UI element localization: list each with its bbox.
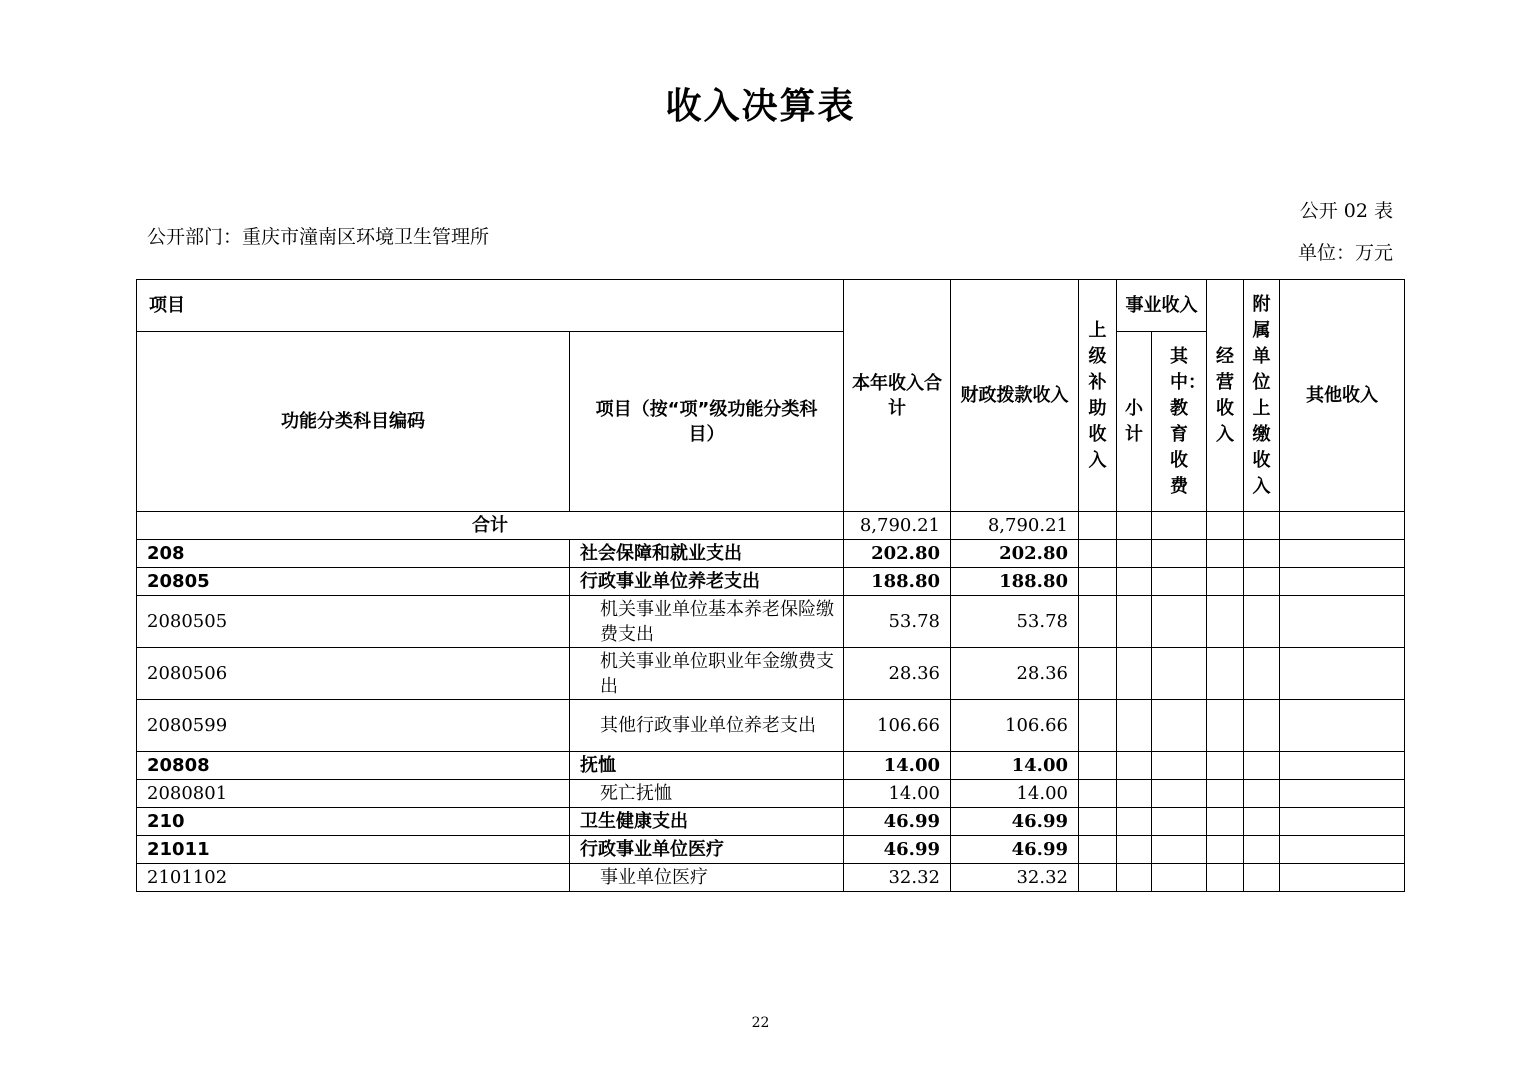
- row-fiscal: 32.32: [951, 864, 1079, 892]
- empty-cell: [1280, 808, 1405, 836]
- empty-cell: [1244, 752, 1280, 780]
- table-row: [137, 648, 1405, 700]
- empty-cell: [1079, 836, 1117, 864]
- empty-cell: [1079, 648, 1117, 700]
- row-code: 2080505: [137, 596, 570, 648]
- empty-cell: [1117, 752, 1152, 780]
- row-code: 2101102: [137, 864, 570, 892]
- header-fiscal: 财政拨款收入: [951, 280, 1079, 512]
- empty-cell: [1244, 648, 1280, 700]
- empty-cell: [1117, 648, 1152, 700]
- row-fiscal: 106.66: [951, 700, 1079, 752]
- empty-cell: [1207, 808, 1244, 836]
- empty-cell: [1152, 540, 1207, 568]
- empty-cell: [1117, 836, 1152, 864]
- total-label: 合计: [137, 512, 844, 540]
- row-total: 202.80: [844, 540, 951, 568]
- empty-cell: [1244, 808, 1280, 836]
- table-row: [137, 596, 1405, 648]
- form-number: 公开 02 表: [1299, 200, 1393, 222]
- empty-cell: [1244, 568, 1280, 596]
- total-row: [137, 512, 1405, 540]
- empty-cell: [1207, 780, 1244, 808]
- row-name: 机关事业单位职业年金缴费支出: [570, 648, 844, 700]
- empty-cell: [1152, 568, 1207, 596]
- row-fiscal: 46.99: [951, 808, 1079, 836]
- empty-cell: [1152, 752, 1207, 780]
- empty-cell: [1152, 700, 1207, 752]
- row-fiscal: 14.00: [951, 752, 1079, 780]
- row-code: 21011: [137, 836, 570, 864]
- row-fiscal: 202.80: [951, 540, 1079, 568]
- empty-cell: [1117, 568, 1152, 596]
- header-code: 功能分类科目编码: [137, 332, 570, 512]
- table-row: [137, 780, 1405, 808]
- table-row: [137, 808, 1405, 836]
- empty-cell: [1280, 864, 1405, 892]
- empty-cell: [1207, 700, 1244, 752]
- row-total: 28.36: [844, 648, 951, 700]
- empty-cell: [1152, 648, 1207, 700]
- row-name: 卫生健康支出: [570, 808, 844, 836]
- row-name: 社会保障和就业支出: [570, 540, 844, 568]
- empty-cell: [1079, 700, 1117, 752]
- row-total: 46.99: [844, 808, 951, 836]
- empty-cell: [1280, 540, 1405, 568]
- table-row: [137, 568, 1405, 596]
- empty-cell: [1280, 568, 1405, 596]
- empty-cell: [1152, 836, 1207, 864]
- table-header: [137, 280, 1405, 512]
- row-total: 53.78: [844, 596, 951, 648]
- empty-cell: [1280, 836, 1405, 864]
- empty-cell: [1079, 808, 1117, 836]
- empty-cell: [1207, 836, 1244, 864]
- empty-cell: [1079, 540, 1117, 568]
- empty-cell: [1207, 540, 1244, 568]
- header-affiliated: 附属单位上缴收入: [1244, 280, 1280, 512]
- row-code: 20805: [137, 568, 570, 596]
- row-total: 32.32: [844, 864, 951, 892]
- table-row: [137, 700, 1405, 752]
- page-number: 22: [751, 1015, 770, 1031]
- header-subtotal: 小计: [1117, 332, 1152, 512]
- empty-cell: [1079, 864, 1117, 892]
- empty-cell: [1152, 864, 1207, 892]
- header-business: 事业收入: [1117, 280, 1207, 332]
- empty-cell: [1244, 780, 1280, 808]
- income-table: [136, 279, 1405, 892]
- row-total: 46.99: [844, 836, 951, 864]
- header-name: 项目（按“项”级功能分类科目）: [570, 332, 844, 512]
- empty-cell: [1079, 780, 1117, 808]
- row-fiscal: 46.99: [951, 836, 1079, 864]
- table-row: [137, 836, 1405, 864]
- row-code: 210: [137, 808, 570, 836]
- row-name: 其他行政事业单位养老支出: [570, 700, 844, 752]
- row-code: 208: [137, 540, 570, 568]
- table-row: [137, 752, 1405, 780]
- row-code: 2080506: [137, 648, 570, 700]
- empty-cell: [1207, 596, 1244, 648]
- table-body: [137, 512, 1405, 892]
- row-total: 106.66: [844, 700, 951, 752]
- empty-cell: [1207, 752, 1244, 780]
- empty-cell: [1117, 596, 1152, 648]
- empty-cell: [1117, 864, 1152, 892]
- row-total: 14.00: [844, 752, 951, 780]
- row-fiscal: 14.00: [951, 780, 1079, 808]
- unit-label: 单位：万元: [1297, 242, 1393, 264]
- header-other: 其他收入: [1280, 280, 1405, 512]
- page-title: 收入决算表: [665, 86, 856, 127]
- empty-cell: [1207, 864, 1244, 892]
- empty-cell: [1244, 540, 1280, 568]
- empty-cell: [1117, 780, 1152, 808]
- row-code: 2080599: [137, 700, 570, 752]
- empty-cell: [1280, 780, 1405, 808]
- header-operating: 经营收入: [1207, 280, 1244, 512]
- empty-cell: [1244, 596, 1280, 648]
- empty-cell: [1280, 596, 1405, 648]
- header-project: 项目: [137, 280, 844, 332]
- empty-cell: [1079, 568, 1117, 596]
- header-total: 本年收入合计: [844, 280, 951, 512]
- row-code: 2080801: [137, 780, 570, 808]
- row-name: 行政事业单位医疗: [570, 836, 844, 864]
- empty-cell: [1152, 780, 1207, 808]
- empty-cell: [1079, 752, 1117, 780]
- empty-cell: [1117, 808, 1152, 836]
- empty-cell: [1280, 648, 1405, 700]
- empty-cell: [1280, 700, 1405, 752]
- row-total: 14.00: [844, 780, 951, 808]
- empty-cell: [1117, 700, 1152, 752]
- total-amount: 8,790.21: [844, 512, 951, 540]
- total-fiscal: 8,790.21: [951, 512, 1079, 540]
- empty-cell: [1244, 864, 1280, 892]
- header-superior-subsidy: 上级补助收入: [1079, 280, 1117, 512]
- empty-cell: [1244, 836, 1280, 864]
- empty-cell: [1280, 752, 1405, 780]
- department-label: 公开部门：重庆市潼南区环境卫生管理所: [147, 226, 490, 248]
- row-name: 行政事业单位养老支出: [570, 568, 844, 596]
- empty-cell: [1152, 808, 1207, 836]
- table-row: [137, 540, 1405, 568]
- empty-cell: [1207, 568, 1244, 596]
- row-fiscal: 188.80: [951, 568, 1079, 596]
- row-name: 死亡抚恤: [570, 780, 844, 808]
- table-row: [137, 864, 1405, 892]
- row-total: 188.80: [844, 568, 951, 596]
- row-name: 事业单位医疗: [570, 864, 844, 892]
- empty-cell: [1207, 648, 1244, 700]
- empty-cell: [1152, 596, 1207, 648]
- row-fiscal: 53.78: [951, 596, 1079, 648]
- row-code: 20808: [137, 752, 570, 780]
- empty-cell: [1244, 700, 1280, 752]
- row-name: 机关事业单位基本养老保险缴费支出: [570, 596, 844, 648]
- row-fiscal: 28.36: [951, 648, 1079, 700]
- header-education: 其中：教育收费: [1152, 332, 1207, 512]
- empty-cell: [1079, 596, 1117, 648]
- row-name: 抚恤: [570, 752, 844, 780]
- empty-cell: [1117, 540, 1152, 568]
